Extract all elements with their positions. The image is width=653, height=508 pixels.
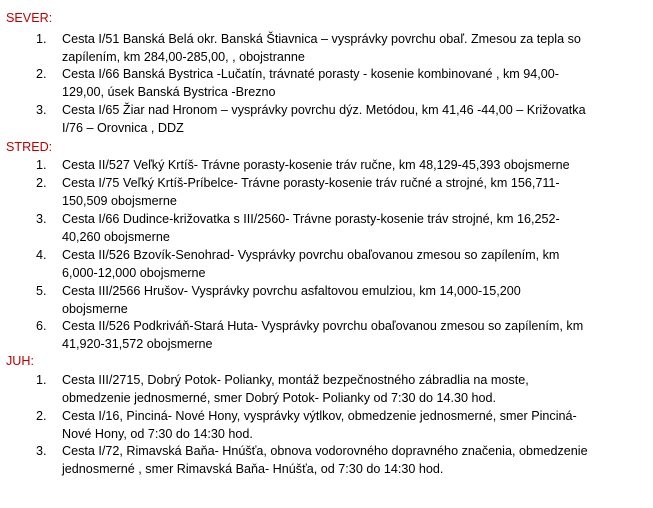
- list-item-number: 2.: [36, 176, 47, 190]
- list-item-number: 1.: [36, 158, 47, 172]
- list-item-line: jednosmerné , smer Rimavská Baňa- Hnúšťa, od 7:30 do 14:30 hod.: [62, 461, 444, 476]
- list-item-line: Cesta I/16, Pinciná- Nové Hony, vysprávky výtlkov, obmedzenie jednosmerné, smer Pinciná-: [62, 409, 577, 423]
- list-item-number: 6.: [36, 319, 47, 333]
- list-item-line: zapílením, km 284,00-285,00, , obojstranne: [62, 49, 305, 64]
- list-item-text: [62, 31, 622, 66]
- list-item-text: [62, 372, 622, 407]
- list-item-line: Cesta I/66 Dudince-križovatka s III/2560- Trávne porasty-kosenie tráv strojné, km 16,252-: [62, 212, 560, 226]
- list-item-line: Cesta II/526 Podkriváň-Stará Huta- Vysprávky povrchu obaľovanou zmesou so zapílením, km: [62, 319, 584, 333]
- list-item-line: Cesta I/66 Banská Bystrica -Lučatín, trávnaté porasty - kosenie kombinované , km 94,00-: [62, 67, 559, 81]
- list-item-line: Cesta II/527 Veľký Krtíš- Trávne porasty-kosenie tráv ručne, km 48,129-45,393 obojsmerne: [62, 158, 570, 172]
- list-item-text: [62, 443, 622, 478]
- list-item-line: Cesta I/75 Veľký Krtíš-Príbelce- Trávne porasty-kosenie tráv ručné a strojné, km 156,711-: [62, 176, 560, 190]
- list-item-line: obojsmerne: [62, 301, 128, 316]
- list-item-line: Cesta III/2566 Hrušov- Vysprávky povrchu asfaltovou emulziou, km 14,000-15,200: [62, 284, 521, 298]
- list-item-number: 2.: [36, 409, 47, 423]
- list-item-text: [62, 175, 622, 210]
- list-item-number: 3.: [36, 444, 47, 458]
- list-item-text: [62, 283, 622, 318]
- list-item-number: 3.: [36, 103, 47, 117]
- list-item-text: [62, 211, 622, 246]
- list-item-line: 6,000-12,000 obojsmerne: [62, 265, 206, 280]
- list-item-line: Cesta II/526 Bzovík-Senohrad- Vysprávky povrchu obaľovanou zmesou so zapílením, km: [62, 248, 560, 262]
- list-item-number: 1.: [36, 32, 47, 46]
- list-item-number: 2.: [36, 67, 47, 81]
- section-heading-juh: JUH:: [6, 354, 34, 368]
- list-item-text: [62, 408, 622, 443]
- list-item-line: I/76 – Orovnica , DDZ: [62, 120, 184, 135]
- list-item-line: 40,260 obojsmerne: [62, 229, 170, 244]
- list-item-number: 5.: [36, 284, 47, 298]
- list-item-line: obmedzenie jednosmerné, smer Dobrý Potok- Polianky od 7:30 do 14.30 hod.: [62, 390, 497, 405]
- list-item-text: [62, 157, 622, 175]
- list-item-line: 150,509 obojsmerne: [62, 193, 177, 208]
- section-heading-sever: SEVER:: [6, 11, 53, 25]
- list-item-line: 129,00, úsek Banská Bystrica -Brezno: [62, 84, 276, 99]
- list-item-text: [62, 247, 622, 282]
- list-item-number: 4.: [36, 248, 47, 262]
- list-item-number: 1.: [36, 373, 47, 387]
- list-item-line: Cesta I/72, Rimavská Baňa- Hnúšťa, obnova vodorovného dopravného značenia, obmedzenie: [62, 444, 588, 458]
- list-item-line: Cesta I/51 Banská Belá okr. Banská Štiavnica – vysprávky povrchu obaľ. Zmesou za tepla so: [62, 32, 581, 46]
- list-item-text: [62, 318, 622, 353]
- list-item-text: [62, 102, 622, 137]
- list-item-line: Cesta III/2715, Dobrý Potok- Polianky, montáž bezpečnostného zábradlia na moste,: [62, 373, 529, 387]
- list-item-text: [62, 66, 622, 101]
- list-item-line: Nové Hony, od 7:30 do 14:30 hod.: [62, 426, 253, 441]
- list-item-line: Cesta I/65 Žiar nad Hronom – vysprávky povrchu dýz. Metódou, km 41,46 -44,00 – Križovatka: [62, 103, 586, 117]
- list-item-line: 41,920-31,572 obojsmerne: [62, 336, 213, 351]
- section-heading-stred: STRED:: [6, 140, 53, 154]
- list-item-number: 3.: [36, 212, 47, 226]
